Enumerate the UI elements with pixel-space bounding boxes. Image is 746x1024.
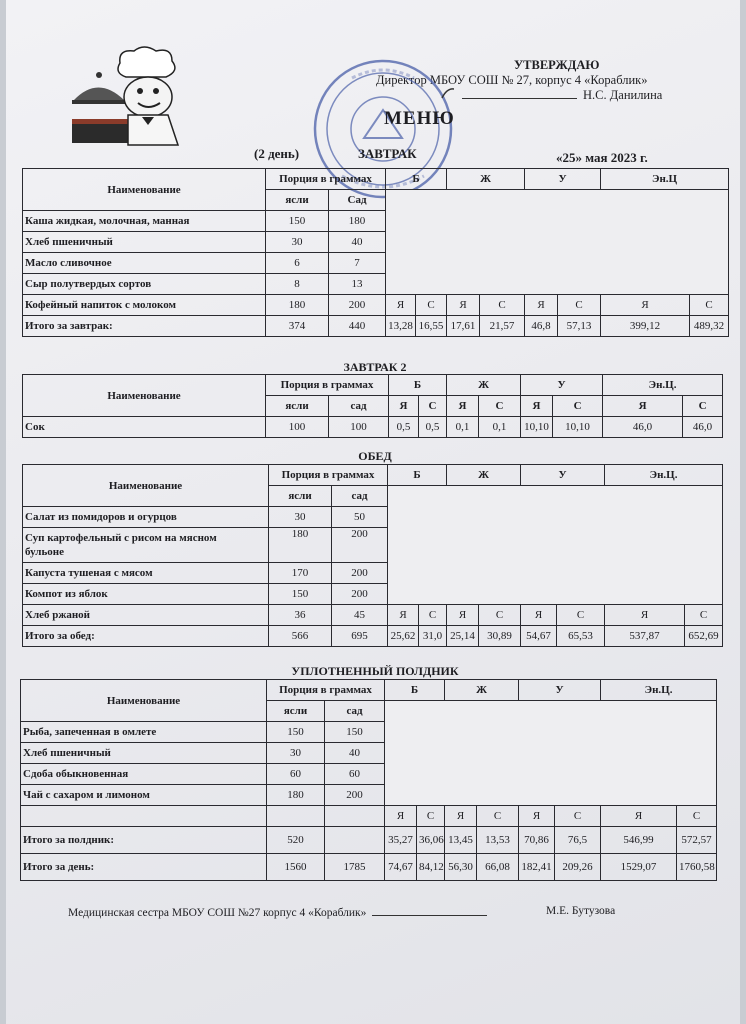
chef-logo-icon: [68, 45, 192, 149]
breakfast2-title: ЗАВТРАК 2: [343, 360, 407, 374]
table-row: Кофейный напиток с молоком 180 200 Я С Я С Я С Я С: [23, 295, 729, 316]
table-row: Хлеб пшеничный 30 40: [21, 743, 717, 764]
approval-name: Н.С. Данилина: [583, 88, 663, 102]
table-row: Рыба, запеченная в омлете 150 150: [21, 722, 717, 743]
day-label: (2 день): [254, 146, 300, 161]
nurse-name: М.Е. Бутузова: [546, 905, 616, 917]
table-row: Масло сливочное 6 7: [23, 253, 729, 274]
signature-line: [462, 88, 577, 99]
table-row: Суп картофельный с рисом на мясном бульоне 180 200: [23, 528, 723, 563]
total-row: Итого за полдник: 520 35,27 36,06 13,45 13,53 70,86 76,5 546,99 572,57: [21, 827, 717, 854]
blank-area: [386, 190, 729, 295]
table-row: Я С Я С Я С Я С: [21, 806, 717, 827]
lunch-table: Наименование Порция в граммах Б Ж У Эн.Ц. ясли сад Салат из помидоров и огурцов 30 50 Суп картофельный с рисом на мясном бульоне 180 200 Капуста тушеная с мясом 170 200 Компот из яблок 150 200 Хлеб ржаной 36 45 Я С Я С Я С Я С Итого за обед: 566 695 25,62 31,0 25,14 30,89 54,67 65,53 537,87 652,69: [22, 464, 723, 647]
menu-title: МЕНЮ: [384, 108, 455, 129]
col-name: Наименование: [23, 169, 266, 211]
nurse-signature-line: [372, 905, 487, 916]
menu-date: «25» мая 2023 г.: [556, 150, 648, 165]
footer-text: Медицинская сестра МБОУ СОШ №27 корпус 4 «Кораблик»: [68, 907, 367, 919]
table-row: Сдоба обыкновенная 60 60: [21, 764, 717, 785]
table-row: Салат из помидоров и огурцов 30 50: [23, 507, 723, 528]
total-row: Итого за обед: 566 695 25,62 31,0 25,14 30,89 54,67 65,53 537,87 652,69: [23, 626, 723, 647]
table-row: Каша жидкая, молочная, манная 150 180: [23, 211, 729, 232]
menu-sheet: [6, 0, 740, 1024]
table-row: Капуста тушеная с мясом 170 200: [23, 563, 723, 584]
approval-title: УТВЕРЖДАЮ: [514, 58, 600, 72]
col-u: У: [525, 169, 601, 190]
approval-director: Директор МБОУ СОШ № 27, корпус 4 «Кораблик»: [376, 73, 648, 87]
breakfast-table: [22, 168, 729, 337]
total-row: Итого за завтрак: 374 440 13,28 16,55 17,61 21,57 46,8 57,13 399,12 489,32: [23, 316, 729, 337]
table-row: Компот из яблок 150 200: [23, 584, 723, 605]
snack-table: Наименование Порция в граммах Б Ж У Эн.Ц. ясли сад Рыба, запеченная в омлете 150 150 Хлеб пшеничный 30 40 Сдоба обыкновенная 60 60 Чай с сахаром и лимоном 180 200 Я С Я С Я С Я С Итого за полдник: 520 35,27 36,06 13,45 13,53 70,86 76,5 546,99 572,57 Итого за день: 1560 1785 74,67 84,12 56,30 66,08 182,41 209,26 1529,07 1760,58: [20, 679, 717, 881]
footer: [68, 905, 668, 919]
table-row: Сыр полутвердых сортов 8 13: [23, 274, 729, 295]
day-total-row: Итого за день: 1560 1785 74,67 84,12 56,30 66,08 182,41 209,26 1529,07 1760,58: [21, 854, 717, 881]
breakfast2-table: Наименование Порция в граммах Б Ж У Эн.Ц. ясли сад Я С Я С Я С Я С Сок 100 100 0,5 0,5 0,1 0,1 10,10 10,10 46,0 46,0: [22, 374, 723, 438]
table-row: Хлеб пшеничный 30 40: [23, 232, 729, 253]
lunch-title: ОБЕД: [358, 449, 392, 463]
snack-title: УПЛОТНЕННЫЙ ПОЛДНИК: [291, 664, 459, 678]
col-zh: Ж: [447, 169, 525, 190]
breakfast-title: ЗАВТРАК: [358, 146, 417, 161]
table-row: Сок 100 100 0,5 0,5 0,1 0,1 10,10 10,10 46,0 46,0: [23, 417, 723, 438]
col-yasli: ясли: [266, 190, 329, 211]
col-en: Эн.Ц: [601, 169, 729, 190]
table-row: Чай с сахаром и лимоном 180 200: [21, 785, 717, 806]
table-row: Хлеб ржаной 36 45 Я С Я С Я С Я С: [23, 605, 723, 626]
col-portion: Порция в граммах: [266, 169, 386, 190]
col-sad: Сад: [329, 190, 386, 211]
table-header: [23, 169, 729, 190]
col-b: Б: [386, 169, 447, 190]
